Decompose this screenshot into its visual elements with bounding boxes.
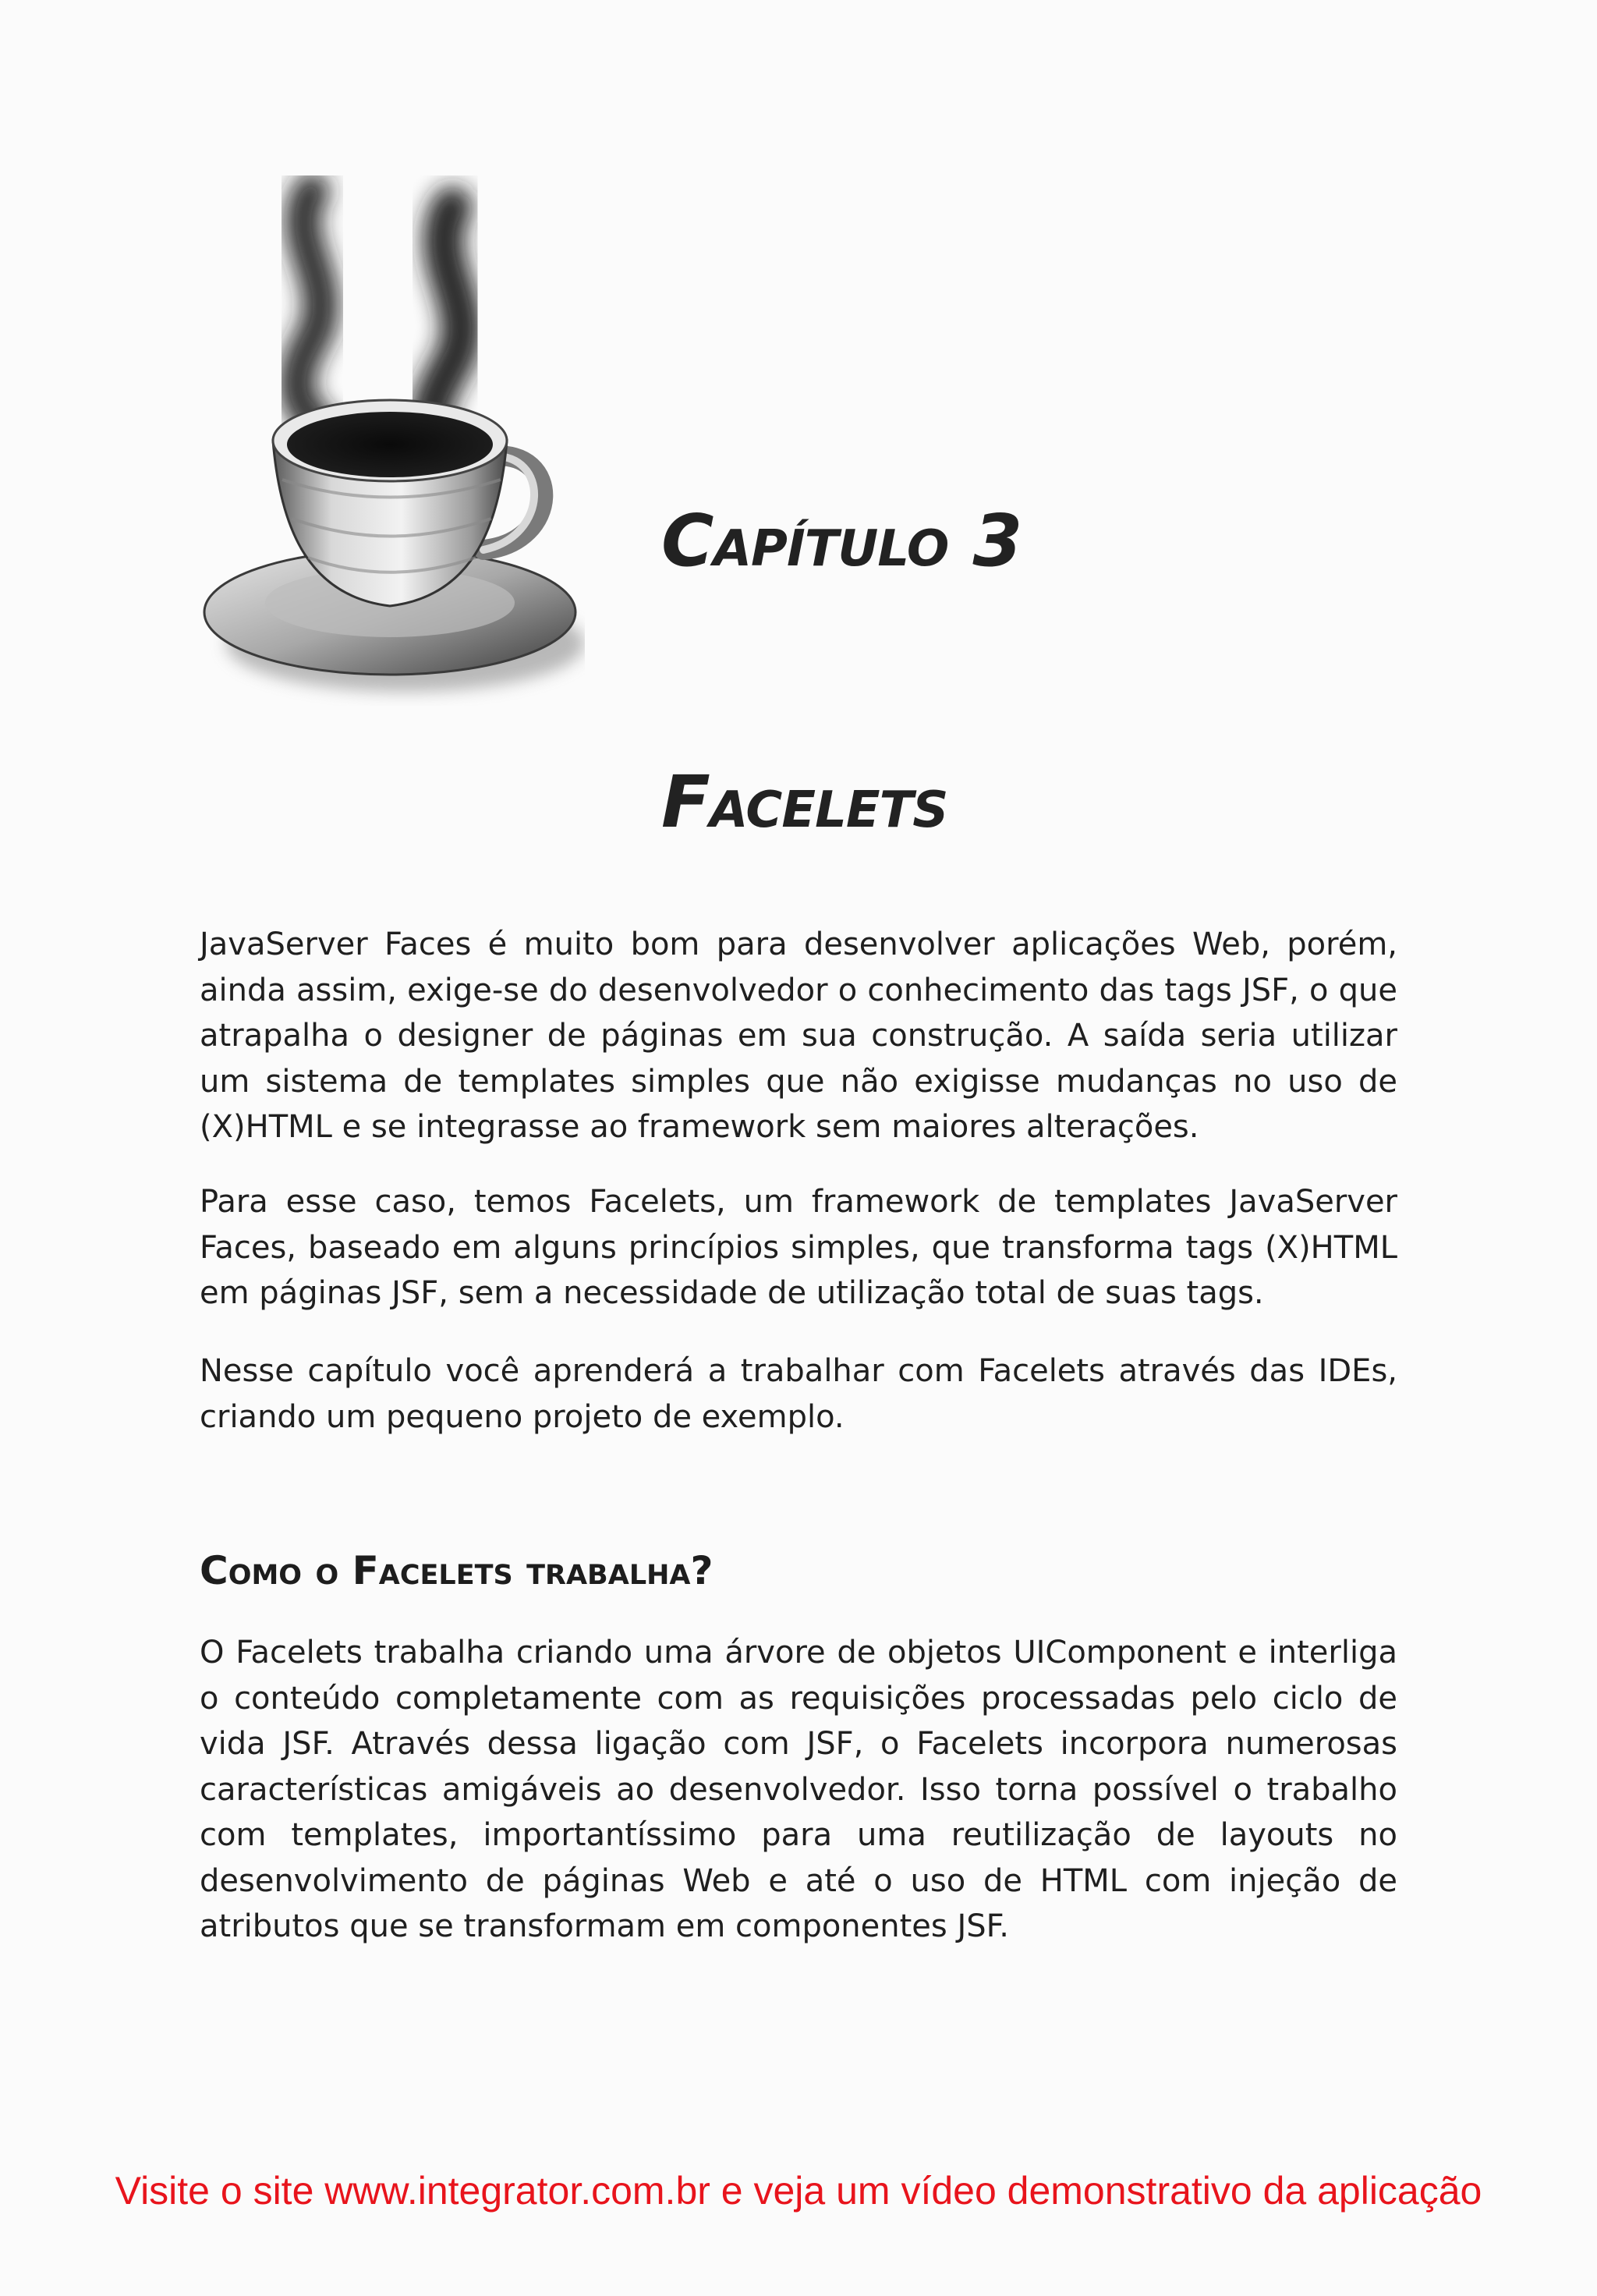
- section-heading: Como o Facelets trabalha?: [200, 1548, 714, 1593]
- intro-paragraph: Para esse caso, temos Facelets, um framework de templates JavaServer Faces, baseado em alguns princípios simples, que transforma tags (X)HTML em páginas JSF, sem a necessidade de utilização total de suas tags.: [200, 1184, 1397, 1311]
- chapter-label: Capítulo 3: [661, 499, 1022, 583]
- intro-paragraph: JavaServer Faces é muito bom para desenvolver aplicações Web, porém, ainda assim, exige-se do desenvolvedor o conhecimento das tags JSF, o que atrapalha o designer de páginas em sua construção. A saída seria utilizar um sistema de templates simples que não exigisse mudanças no uso de (X)HTML e se integrasse ao framework sem maiores alterações.: [200, 927, 1397, 1145]
- intro-paragraph: Nesse capítulo você aprenderá a trabalhar com Facelets através das IDEs, criando um pequeno projeto de exemplo.: [200, 1353, 1397, 1435]
- section-paragraph: O Facelets trabalha criando uma árvore de objetos UIComponent e interliga o conteúdo completamente com as requisições processadas pelo ciclo de vida JSF. Através dessa ligação com JSF, o Facelets incorpora numerosas características amigáveis ao desenvolvedor. Isso torna possível o trabalho com templates, importantíssimo para uma reutilização de layouts no desenvolvimento de páginas Web e até o uso de HTML com injeção de atributos que se transformam em componentes JSF.: [200, 1635, 1397, 1944]
- footer-promo-note: Visite o site www.integrator.com.br e veja um vídeo demonstrativo da aplicação: [115, 2169, 1482, 2213]
- coffee-cup-icon: [195, 175, 585, 706]
- chapter-title: Facelets: [661, 760, 948, 844]
